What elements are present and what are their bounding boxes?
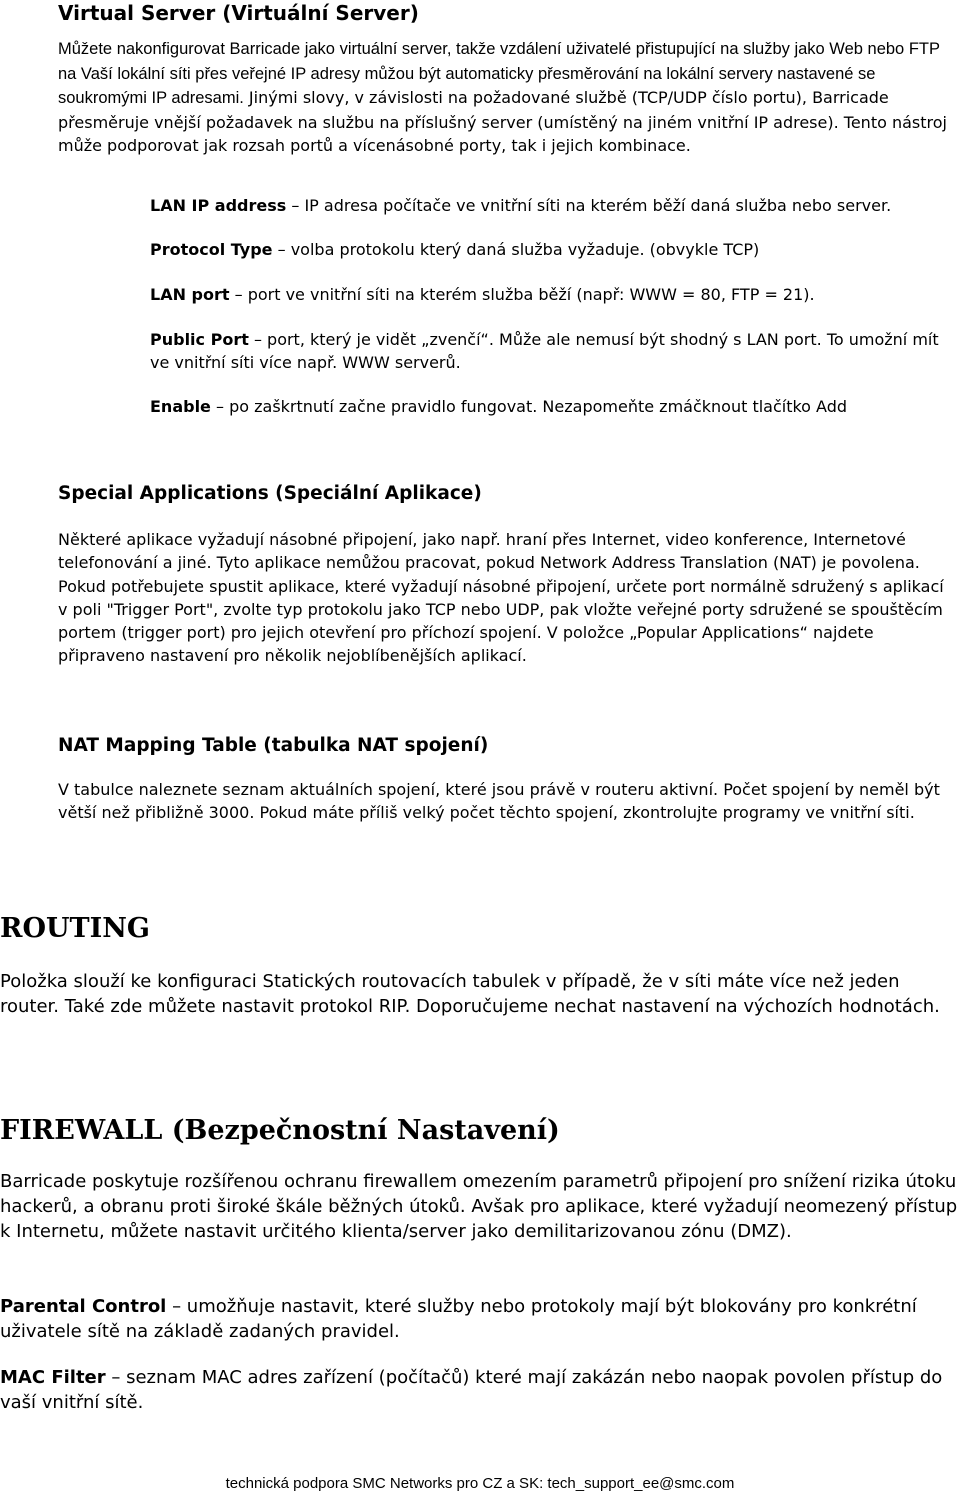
virtual-server-intro [58,37,958,158]
definition-protocol-type [150,238,955,261]
special-applications-text: Některé aplikace vyžadují násobné připojení, jako např. hraní přes Internet, video konference, Internetové telefonování a jiné. Tyto aplikace nemůžou pracovat, pokud Network Address Translation (NAT) je povolena. Pokud potřebujete spustit aplikace, které vyžadují násobné připojení, určete port normálně sdružený s aplikací v poli "Trigger Port", zvolte typ protokolu jako TCP nebo UDP, pak vložte veřejné porty sdružené se spouštěcím portem (trigger port) pro jejich otevření pro příchozí spojení. V položce „Popular Applications“ najdete připraveno nastavení pro několik nejoblíbenějších aplikací. [58,530,944,666]
definition-term: LAN IP address [150,196,287,215]
firewall-text: Barricade poskytuje rozšířenou ochranu firewallem omezením parametrů připojení pro snížení rizika útoku hackerů, a obranu proti široké škále běžných útoků. Avšak pro aplikace, které vyžadují neomezený přístup k Internetu, můžete nastavit určitého klienta/server jako demilitarizovanou zónu (DMZ). [0,1171,958,1242]
definition-term: MAC Filter [0,1367,106,1388]
intro-part-1: Můžete nakonfigurovat Barricade jako virtuální server, takže vzdálení uživatelé přistupující na služby jako Web nebo FTP na Vaší lokální síti přes veřejné IP adresy můžou být automaticky přesměrování na lokální servery nastavené se soukromými IP adresami. [58,40,940,107]
definition-enable [150,395,955,418]
definition-public-port [150,328,955,374]
definition-term: LAN port [150,285,230,304]
mac-filter-definition [0,1365,960,1415]
definition-lan-ip [150,194,955,217]
definition-text: – volba protokolu který daná služba vyžaduje. (obvykle TCP) [272,240,760,259]
definition-text: – port ve vnitřní síti na kterém služba běží (např: WWW = 80, FTP = 21). [229,285,815,304]
section-title-firewall: FIREWALL (Bezpečnostní Nastavení) [0,1115,560,1146]
section-title-routing: ROUTING [0,913,150,944]
page-footer: technická podpora SMC Networks pro CZ a SK: tech_support_ee@smc.com [225,1475,735,1492]
definition-text: – po zaškrtnutí začne pravidlo fungovat. Nezapomeňte zmáčknout tlačítko Add [210,397,848,416]
routing-text: Položka slouží ke konfiguraci Statických routovacích tabulek v případě, že v síti máte více než jeden router. Také zde můžete nastavit protokol RIP. Doporučujeme nechat nastavení na výchozích hodnotách. [0,971,940,1017]
parental-control-definition [0,1294,960,1344]
definition-term: Protocol Type [150,240,273,259]
section-title-special-applications: Special Applications (Speciální Aplikace) [58,483,482,504]
definition-text: – umožňuje nastavit, které služby nebo protokoly mají být blokovány pro konkrétní uživatele sítě na základě zadaných pravidel. [0,1296,917,1342]
definition-text: – seznam MAC adres zařízení (počítačů) které mají zakázán nebo naopak povolen přístup do vaší vnitřní sítě. [0,1367,943,1413]
definition-term: Enable [150,397,211,416]
definition-lan-port [150,283,955,306]
section-title-nat-mapping: NAT Mapping Table (tabulka NAT spojení) [58,735,489,756]
section-title-virtual-server: Virtual Server (Virtuální Server) [58,1,419,25]
definition-text: – port, který je vidět „zvenčí“. Může ale nemusí být shodný s LAN port. To umožní mít ve vnitřní síti více např. WWW serverů. [150,330,939,372]
definition-term: Parental Control [0,1296,167,1317]
definition-term: Public Port [150,330,249,349]
nat-mapping-text: V tabulce naleznete seznam aktuálních spojení, které jsou právě v routeru aktivní. Počet spojení by neměl být větší než přibližně 3000. Pokud máte příliš velký počet těchto spojení, zkontrolujte programy ve vnitřní síti. [58,780,940,823]
definition-text: – IP adresa počítače ve vnitřní síti na kterém běží daná služba nebo server. [286,196,892,215]
intro-part-2: Jinými slovy, v závislosti na požadované službě (TCP/UDP číslo portu), Barricade přesměruje vnější požadavek na službu na příslušný server (umístěný na jiném vnitřní IP adrese). Tento nástroj může podporovat jak rozsah portů a vícenásobné porty, tak i jejich kombinace. [58,88,947,155]
